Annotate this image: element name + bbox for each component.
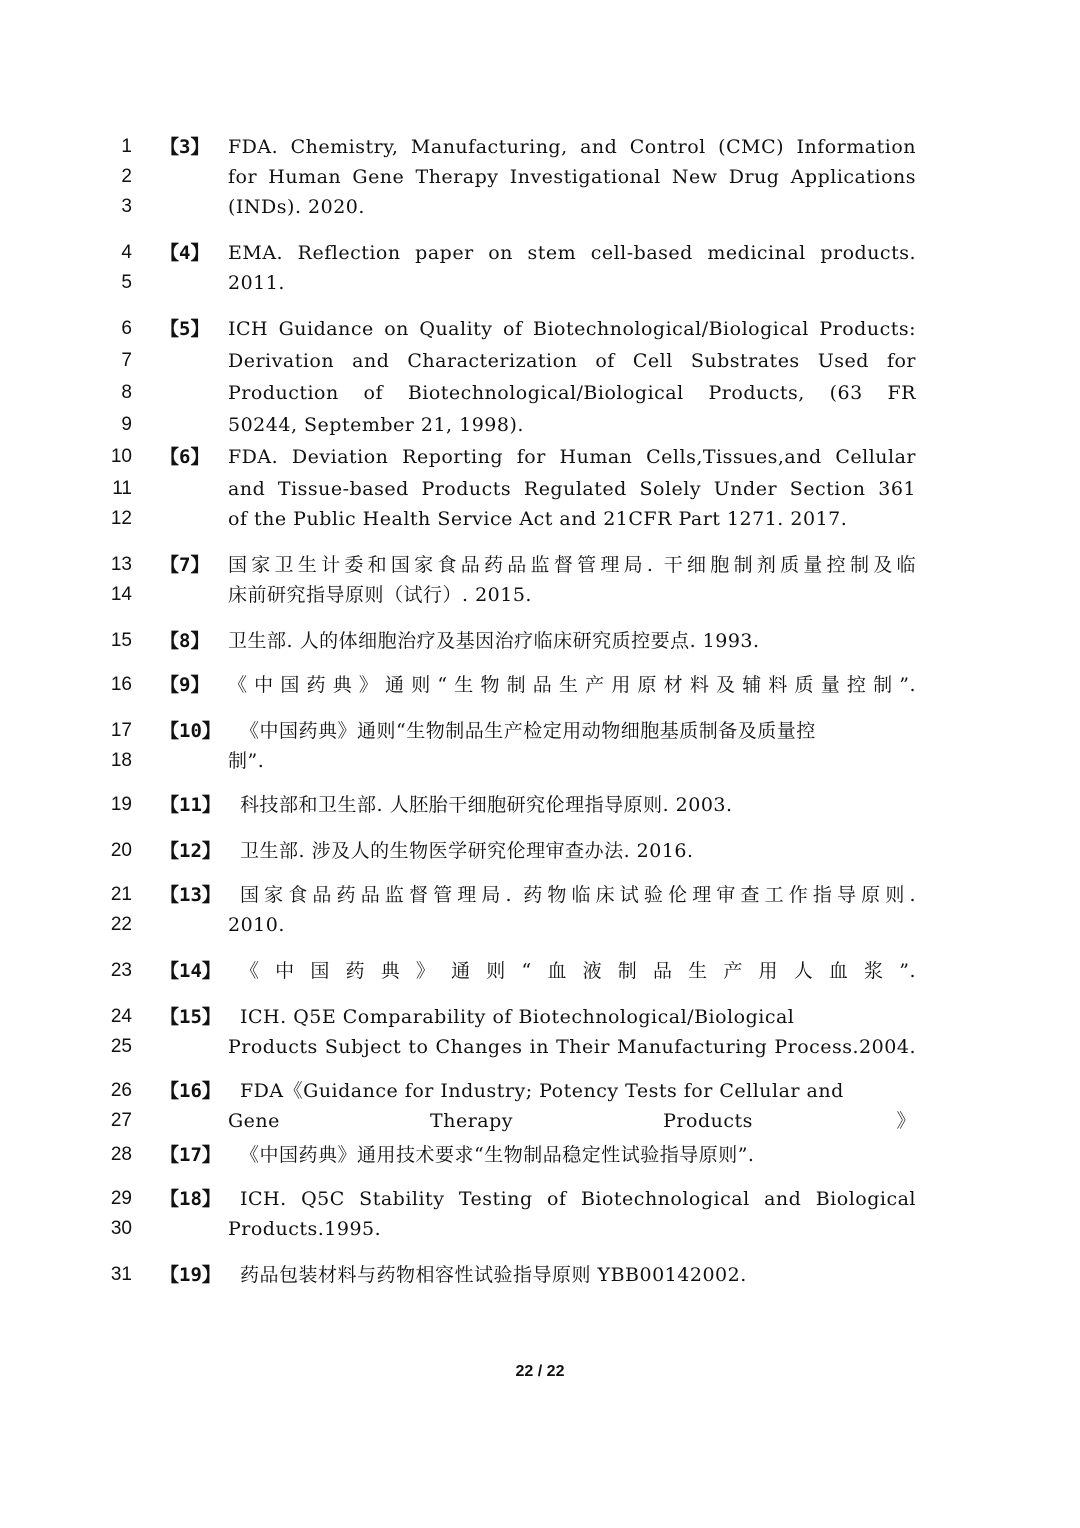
reference-text: FDA《Guidance for Industry; Potency Tests for Cellular and [240, 1080, 844, 1102]
reference-line [0, 716, 1080, 746]
reference-text: 《中国药典》通用技术要求“生物制品稳定性试验指导原则”. [240, 1144, 755, 1166]
line-number: 7 [121, 350, 132, 371]
reference-line [0, 238, 1080, 268]
reference-text: 科技部和卫生部. 人胚胎干细胞研究伦理指导原则. 2003. [240, 794, 733, 816]
reference-text: Products Subject to Changes in Their Manufacturing Process.2004. [228, 1036, 916, 1058]
line-number: 24 [110, 1006, 132, 1027]
line-number: 30 [110, 1218, 132, 1239]
reference-marker: 【15】 [160, 1006, 221, 1028]
reference-text: 50244, September 21, 1998). [228, 414, 524, 436]
line-number: 4 [121, 242, 132, 263]
reference-line [0, 1140, 1080, 1170]
line-number: 19 [110, 794, 132, 815]
line-number: 21 [110, 884, 132, 905]
reference-line [0, 1260, 1080, 1290]
line-number: 20 [110, 840, 132, 861]
reference-text: Gene Therapy Products》 [228, 1110, 916, 1132]
reference-line [0, 580, 1080, 610]
line-number: 25 [110, 1036, 132, 1057]
reference-text: 国家卫生计委和国家食品药品监督管理局. 干细胞制剂质量控制及临 [228, 554, 916, 576]
reference-marker: 【8】 [160, 630, 210, 652]
line-number: 28 [110, 1144, 132, 1165]
reference-marker: 【13】 [160, 884, 221, 906]
reference-text: and Tissue-based Products Regulated Solely Under Section 361 [228, 478, 916, 500]
reference-text: 2011. [228, 272, 285, 294]
line-number: 17 [110, 720, 132, 741]
reference-line [0, 162, 1080, 192]
line-number: 1 [121, 136, 132, 157]
reference-text: 药品包装材料与药物相容性试验指导原则 YBB00142002. [240, 1264, 747, 1286]
reference-marker: 【18】 [160, 1188, 221, 1210]
reference-marker: 【3】 [160, 136, 210, 158]
reference-line [0, 442, 1080, 472]
reference-text: 《中国药典》通则“血液制品生产用人血浆”. [240, 960, 916, 982]
line-number: 12 [110, 508, 132, 529]
reference-line [0, 746, 1080, 776]
reference-line [0, 504, 1080, 534]
line-number: 9 [121, 414, 132, 435]
reference-line [0, 1184, 1080, 1214]
reference-marker: 【12】 [160, 840, 221, 862]
line-number: 23 [110, 960, 132, 981]
line-number: 13 [110, 554, 132, 575]
line-number: 22 [110, 914, 132, 935]
reference-text: Derivation and Characterization of Cell Substrates Used for [228, 350, 916, 372]
reference-line [0, 268, 1080, 298]
reference-text: 国家食品药品监督管理局. 药物临床试验伦理审查工作指导原则. [240, 884, 916, 906]
reference-text: ICH. Q5E Comparability of Biotechnological/Biological [240, 1006, 795, 1028]
reference-line [0, 132, 1080, 162]
reference-marker: 【5】 [160, 318, 210, 340]
reference-line [0, 910, 1080, 940]
reference-line [0, 1214, 1080, 1244]
reference-marker: 【11】 [160, 794, 221, 816]
reference-marker: 【9】 [160, 674, 210, 696]
reference-line [0, 956, 1080, 986]
reference-text: EMA. Reflection paper on stem cell-based medicinal products. [228, 242, 916, 264]
line-number: 10 [110, 446, 132, 467]
line-number: 5 [121, 272, 132, 293]
reference-line [0, 378, 1080, 408]
reference-text: 卫生部. 人的体细胞治疗及基因治疗临床研究质控要点. 1993. [228, 630, 760, 652]
reference-text: of the Public Health Service Act and 21CFR Part 1271. 2017. [228, 508, 848, 530]
reference-line [0, 1032, 1080, 1062]
line-number: 15 [110, 630, 132, 651]
reference-line [0, 880, 1080, 910]
reference-line [0, 626, 1080, 656]
reference-text: 2010. [228, 914, 285, 936]
reference-line [0, 474, 1080, 504]
reference-line [0, 192, 1080, 222]
reference-line [0, 410, 1080, 440]
reference-marker: 【4】 [160, 242, 210, 264]
reference-line [0, 670, 1080, 700]
line-number: 26 [110, 1080, 132, 1101]
reference-marker: 【19】 [160, 1264, 221, 1286]
reference-line [0, 836, 1080, 866]
reference-text: ICH Guidance on Quality of Biotechnological/Biological Products: [228, 318, 916, 340]
reference-line [0, 550, 1080, 580]
line-number: 14 [110, 584, 132, 605]
reference-text: 床前研究指导原则（试行）. 2015. [228, 584, 532, 606]
line-number: 27 [110, 1110, 132, 1131]
reference-text: 卫生部. 涉及人的生物医学研究伦理审查办法. 2016. [240, 840, 694, 862]
reference-text: (INDs). 2020. [228, 196, 365, 218]
reference-text: ICH. Q5C Stability Testing of Biotechnological and Biological [240, 1188, 916, 1210]
line-number: 29 [110, 1188, 132, 1209]
reference-text: Products.1995. [228, 1218, 382, 1240]
line-number: 16 [110, 674, 132, 695]
line-number: 31 [110, 1264, 132, 1285]
reference-marker: 【10】 [160, 720, 221, 742]
reference-text: Production of Biotechnological/Biological Products, (63 FR [228, 382, 916, 404]
page-number: 22 / 22 [515, 1363, 565, 1380]
reference-marker: 【14】 [160, 960, 221, 982]
reference-text: 《中国药典》通则“生物制品生产检定用动物细胞基质制备及质量控 [240, 720, 816, 742]
reference-line [0, 1076, 1080, 1106]
reference-text: 《中国药典》通则“生物制品生产用原材料及辅料质量控制”. [228, 674, 916, 696]
reference-line [0, 1002, 1080, 1032]
reference-line [0, 346, 1080, 376]
reference-line [0, 790, 1080, 820]
reference-marker: 【17】 [160, 1144, 221, 1166]
reference-text: for Human Gene Therapy Investigational New Drug Applications [228, 166, 916, 188]
line-number: 18 [110, 750, 132, 771]
reference-text: 制”. [228, 750, 265, 772]
line-number: 6 [121, 318, 132, 339]
reference-marker: 【7】 [160, 554, 210, 576]
line-number: 3 [121, 196, 132, 217]
line-number: 8 [121, 382, 132, 403]
line-number: 2 [121, 166, 132, 187]
reference-marker: 【6】 [160, 446, 210, 468]
reference-text: FDA. Deviation Reporting for Human Cells,Tissues,and Cellular [228, 446, 916, 468]
reference-line [0, 314, 1080, 344]
reference-text: FDA. Chemistry, Manufacturing, and Control (CMC) Information [228, 136, 916, 158]
reference-line [0, 1106, 1080, 1136]
line-number: 11 [112, 478, 132, 499]
reference-marker: 【16】 [160, 1080, 221, 1102]
